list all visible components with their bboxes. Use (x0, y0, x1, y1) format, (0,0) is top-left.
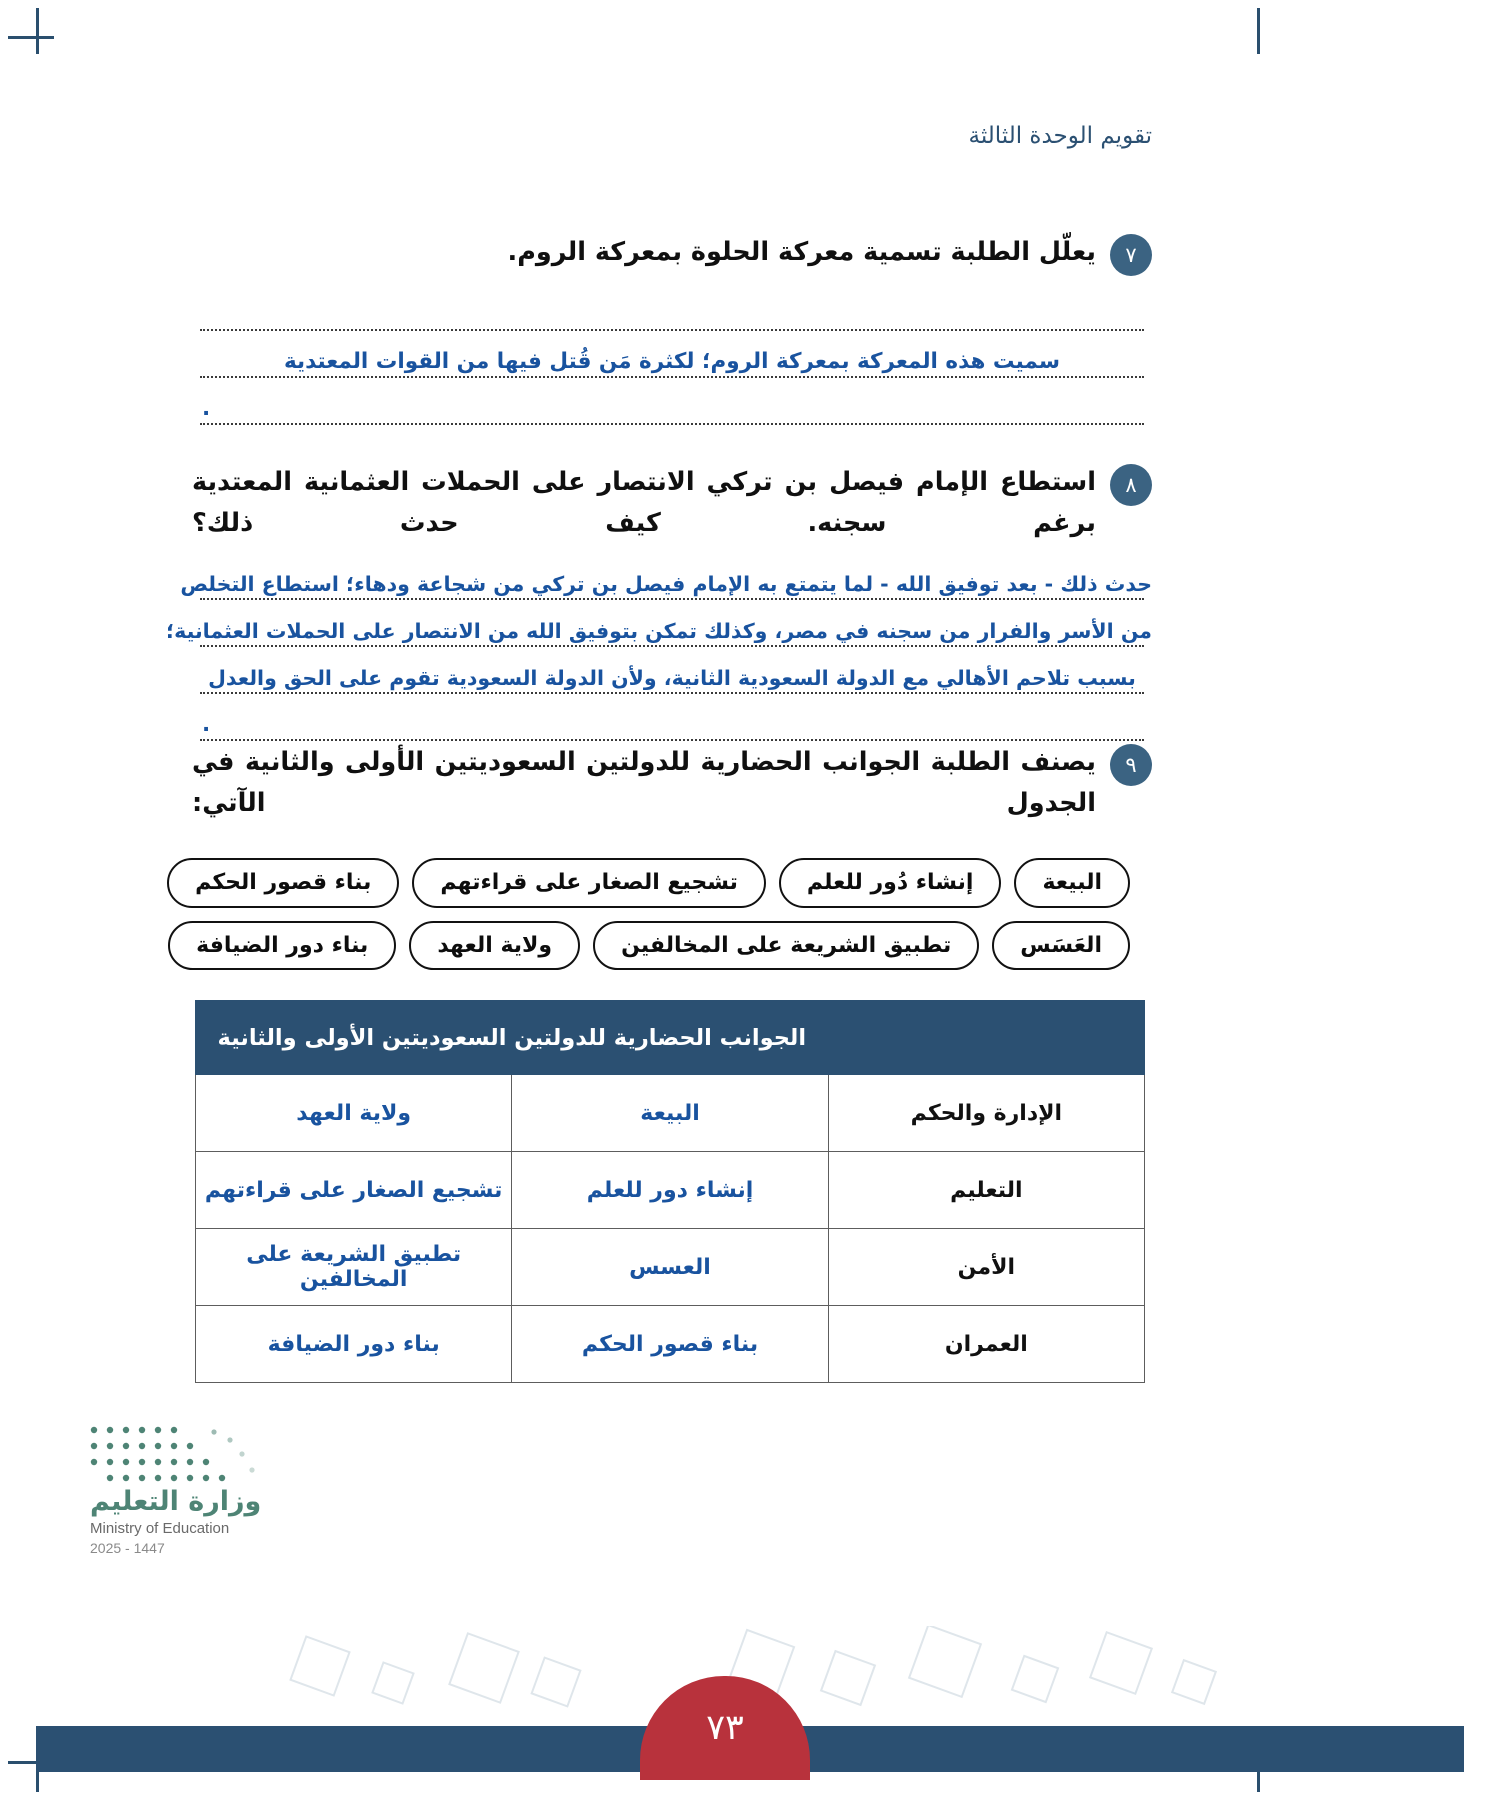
question-block-8 (165, 462, 1152, 747)
table-row-label: التعليم (828, 1152, 1144, 1229)
answer-line[interactable] (192, 653, 1152, 700)
table-row (196, 1152, 1145, 1229)
answer-handwriting: . (202, 711, 211, 737)
table-row (196, 1306, 1145, 1383)
table-cell-answer[interactable]: تشجيع الصغار على قراءتهم (196, 1152, 512, 1229)
footer-decoration-band (36, 1626, 1260, 1726)
ministry-logo-year: 2025 - 1447 (90, 1540, 165, 1556)
table-row (196, 1075, 1145, 1152)
answer-line[interactable] (192, 384, 1152, 431)
logo-dot-pattern-icon (84, 1420, 264, 1488)
answer-handwriting: . (202, 396, 211, 422)
word-bank-pill[interactable]: إنشاء دُور للعلم (779, 858, 1002, 908)
question-number-badge-7: ٧ (1110, 234, 1152, 276)
question-block-9 (192, 742, 1152, 825)
table-row-label: العمران (828, 1306, 1144, 1383)
table-cell-answer[interactable]: بناء دور الضيافة (196, 1306, 512, 1383)
table-head (196, 1001, 1145, 1075)
decorative-square (908, 1626, 982, 1698)
decorative-square (1011, 1655, 1060, 1704)
table-header-title: الجوانب الحضارية للدولتين السعوديتين الأولى والثانية (196, 1001, 829, 1075)
question-8-text: استطاع الإمام فيصل بن تركي الانتصار على الحملات العثمانية المعتدية برغم سجنه. كيف حدث ذلك؟ (192, 467, 1096, 539)
word-bank-pill[interactable]: بناء دور الضيافة (168, 921, 396, 971)
question-9-text: يصنف الطلبة الجوانب الحضارية للدولتين السعوديتين الأولى والثانية في الجدول الآتي: (192, 747, 1096, 819)
answer-handwriting: سميت هذه المعركة بمعركة الروم؛ لكثرة مَن قُتل فيها من القوات المعتدية (283, 349, 1060, 375)
question-9-head (192, 742, 1152, 825)
table-header-row (196, 1001, 1145, 1075)
ministry-logo-english: Ministry of Education (90, 1520, 230, 1537)
word-bank-pill[interactable]: تشجيع الصغار على قراءتهم (412, 858, 766, 908)
answer-line[interactable] (192, 290, 1152, 337)
question-number-badge-9: ٩ (1110, 744, 1152, 786)
word-bank-pill[interactable]: ولاية العهد (409, 921, 580, 971)
table-cell-answer[interactable]: تطبيق الشريعة على المخالفين (196, 1229, 512, 1306)
table-cell-answer[interactable]: العسس (512, 1229, 828, 1306)
page-number-badge: ٧٣ (640, 1676, 810, 1780)
ministry-logo (84, 1420, 354, 1570)
word-bank-pill[interactable]: البيعة (1014, 858, 1130, 908)
word-bank-pill[interactable]: العَسَس (992, 921, 1130, 971)
table-header-blank (828, 1001, 1144, 1075)
decorative-square (1171, 1659, 1217, 1705)
table-body (196, 1075, 1145, 1383)
table-cell-answer[interactable]: بناء قصور الحكم (512, 1306, 828, 1383)
decorative-square (1089, 1631, 1153, 1695)
decorative-square (289, 1635, 351, 1697)
answer-handwriting: من الأسر والفرار من سجنه في مصر، وكذلك تمكن بتوفيق الله من الانتصار على الحملات العثمانية؛ (165, 619, 1152, 644)
word-bank-row-1 (195, 858, 1130, 908)
decorative-square (530, 1656, 581, 1707)
answer-handwriting: حدث ذلك - بعد توفيق الله - لما يتمتع به الإمام فيصل بن تركي من شجاعة ودهاء؛ استطاع التخلص (180, 572, 1152, 597)
answer-handwriting: بسبب تلاحم الأهالي مع الدولة السعودية الثانية، ولأن الدولة السعودية تقوم على الحق والعدل (208, 666, 1136, 691)
question-7-head (192, 232, 1152, 276)
word-bank-pill[interactable]: تطبيق الشريعة على المخالفين (593, 921, 979, 971)
question-7-answer-area[interactable] (192, 290, 1152, 431)
question-8-answer-area[interactable] (165, 559, 1152, 747)
question-number-badge-8: ٨ (1110, 464, 1152, 506)
table-cell-answer[interactable]: البيعة (512, 1075, 828, 1152)
answer-line[interactable] (165, 606, 1152, 653)
table-row-label: الأمن (828, 1229, 1144, 1306)
decorative-square (820, 1650, 876, 1706)
question-7-text: يعلّل الطلبة تسمية معركة الحلوة بمعركة الروم. (507, 237, 1096, 267)
decorative-square (448, 1632, 520, 1704)
word-bank-pill[interactable]: بناء قصور الحكم (167, 858, 399, 908)
decorative-square (371, 1661, 415, 1705)
answer-line[interactable] (192, 337, 1152, 384)
table-row-label: الإدارة والحكم (828, 1075, 1144, 1152)
word-bank-row-2 (196, 921, 1130, 971)
classification-table (195, 1000, 1145, 1383)
unit-header-title: تقويم الوحدة الثالثة (968, 123, 1152, 149)
answer-line[interactable] (180, 559, 1152, 606)
ministry-logo-arabic: وزارة التعليم (90, 1486, 262, 1517)
table-cell-answer[interactable]: ولاية العهد (196, 1075, 512, 1152)
question-8-head (192, 462, 1152, 545)
answer-line[interactable] (192, 700, 1152, 747)
word-bank (195, 858, 1130, 983)
table-row (196, 1229, 1145, 1306)
question-block-7 (192, 232, 1152, 431)
table-cell-answer[interactable]: إنشاء دور للعلم (512, 1152, 828, 1229)
